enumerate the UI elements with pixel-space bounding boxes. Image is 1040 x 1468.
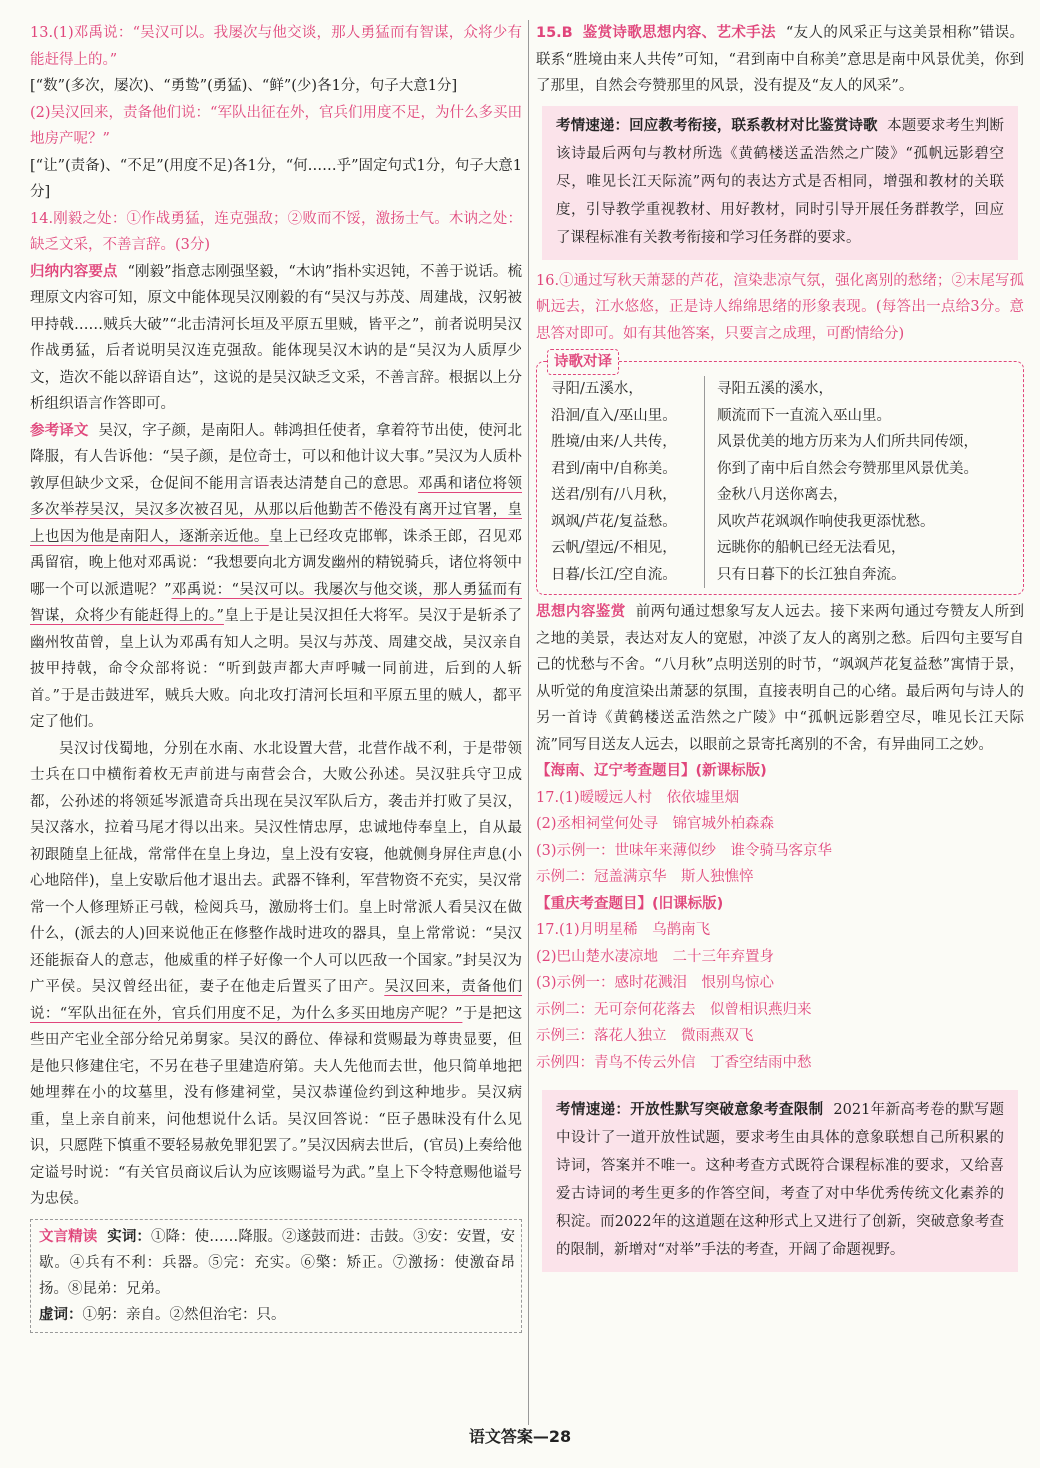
underlined-sentence: 吴汉回来，责备他们说：“军队出征在外，官兵们用度不足，为什么多买田地房产呢？” — [30, 979, 523, 1022]
translation-text: 吴汉讨伐蜀地，分别在水南、水北设置大营，北营作战不利，于是带领士兵在口中横衔着枚无声前进与南营会合，大败公孙述。吴汉驻兵守卫成都，公孙述的将领延岑派遣奇兵出现在吴汉军队后方，袭击并打败了吴汉，吴汉落水，拉着马尾才得以出来。吴汉性情忠厚，忠诚地侍奉皇上，自从最初跟随皇上征战，常常伴在皇上身边，皇上没有安寝，他就侧身屏住声息(小心地陪伴)，皇上安歇后他才退出去。武器不锋利，军营物资不充实，吴汉常常一个人修理矫正弓戟，检阅兵马，激励将士们。皇上时常派人看吴汉在做什么，(派去的人)回来说他正在修整作战时进攻的器具，皇上常常说：“吴汉还能振奋人的意志，他威重的样子好像一个人可以匹敌一个国家。”封吴汉为广平侯。吴汉曾经出征，妻子在他走后置买了田产。 — [30, 740, 522, 995]
poem-original: 胜境/由来/人共传， — [537, 429, 705, 456]
poem-translation: 你到了南中后自然会夸赞那里风景优美。 — [717, 460, 978, 477]
thought-tag: 思想内容鉴赏 — [536, 604, 626, 620]
dictation-line: (2)丞相祠堂何处寻 锦官城外柏森森 — [536, 816, 775, 832]
dictation-line: 17.(1)暧暧远人村 依依墟里烟 — [536, 789, 740, 806]
poem-row — [537, 403, 1023, 430]
box2-title: 考情速递：开放性默写突破意象考查限制 — [556, 1102, 824, 1118]
thought-text: 前两句通过想象写友人远去。接下来两句通过夸赞友人所到之地的美景，表达对友人的宽慰，冲淡了友人的离别之愁。后四句主要写自己的忧愁与不舍。“八月秋”点明送别的时节，“飒飒芦花复益愁”寓情于景，从听觉的角度渲染出萧瑟的氛围，直接表明自己的心绪。最后两句与诗人的另一首诗《黄鹤楼送孟浩然之广陵》中“孤帆远影碧空尽，唯见长江天际流”同写目送友人远去，以眼前之景寄托离别的不舍，有异曲同工之妙。 — [536, 604, 1025, 753]
q15-tag: 鉴赏诗歌思想内容、艺术手法 — [582, 25, 776, 41]
q15-block — [536, 20, 1024, 100]
poem-translation: 远眺你的船帆已经无法看见， — [717, 540, 906, 556]
poem-original: 君到/南中/自称美。 — [537, 456, 705, 483]
translation-text: 吴汉，字子颜，是南阳人。韩鸿担任使者，拿着符节出使，使河北降服，有人告诉他：“吴子颜，是位奇士，可以和他计议大事。”吴汉为人质朴敦厚但缺少文采，仓促间不能用言语表达清楚自己的意思。 — [30, 422, 522, 492]
shici-label: 实词： — [107, 1228, 151, 1245]
poem-row — [537, 562, 1023, 589]
box2-text: 2021年新高考卷的默写题中设计了一道开放性试题，要求考生由具体的意象联想自己所积累的诗词，答案并不唯一。这种考查方式既符合课程标准的要求，又给喜爱古诗词的考生更多的作答空间，考查了对中华优秀传统文化素养的积淀。而2022年的这道题在这种形式上又进行了创新，突破意象考查的限制，新增对“对举”手法的考查，开阔了命题视野。 — [556, 1102, 1005, 1258]
dictation-line: 示例三：落花人独立 微雨燕双飞 — [536, 1028, 754, 1044]
translation-para-1 — [30, 418, 522, 736]
poem-label: 诗歌对译 — [547, 349, 619, 375]
summary-text: “刚毅”指意志刚强坚毅，“木讷”指朴实迟钝，不善于说话。梳理原文内容可知，原文中能体现吴汉刚毅的有“吴汉与苏茂、周建战，汉躬被甲持戟……贼兵大破”“北击清河长垣及平原五里贼，皆平之”，前者说明吴汉作战勇猛，后者说明吴汉连克强敌。能体现吴汉木讷的是“吴汉为人质厚少文，造次不能以辞语自达”，这说的是吴汉缺乏文采，不善言辞。根据以上分析组织语言作答即可。 — [30, 263, 523, 412]
poem-translation: 金秋八月送你离去， — [717, 487, 848, 503]
poem-translation: 风吹芦花飒飒作响使我更添忧愁。 — [717, 513, 935, 530]
summary-block — [30, 259, 522, 418]
dictation-line: 示例二：无可奈何花落去 似曾相识燕归来 — [536, 1001, 812, 1018]
dictation-line: (3)示例一：世味年来薄似纱 谁令骑马客京华 — [536, 842, 833, 859]
q13-1-answer: 13.(1)邓禹说：“吴汉可以。我屡次与他交谈，那人勇猛而有智谋，众将少有能赶得上的。” — [30, 25, 522, 68]
poem-original: 云帆/望远/不相见， — [537, 535, 705, 562]
q13-2-answer: (2)吴汉回来，责备他们说：“军队出征在外，官兵们用度不足，为什么多买田地房产呢？” — [30, 104, 522, 147]
q13-2-scoring: [“让”(责备)、“不足”(用度不足)各1分，“何……乎”固定句式1分，句子大意1分] — [30, 157, 522, 200]
translation-text: 皇上于是让吴汉担任大将军。吴汉于是斩杀了幽州牧苗曾，皇上认为邓禹有知人之明。吴汉与苏茂、周建交战，吴汉亲自披甲持戟，命令众部将说：“听到鼓声都大声呼喊一同前进，后到的人斩首。”于是击鼓进军，贼兵大败。向北攻打清河长垣和平原五里的贼人，都平定了他们。 — [30, 608, 522, 730]
poem-translation-box — [536, 354, 1024, 595]
section-chongqing: 【重庆考查题目】(旧课标版) — [536, 895, 724, 912]
shici-text: ①降：使……降服。②遂鼓而进：击鼓。③安：安置，安歇。④兵有不利：兵器。⑤完：充实。⑥檠：矫正。⑦激扬：使激奋昂扬。⑧昆弟：兄弟。 — [39, 1228, 516, 1297]
dictation-line: 17.(1)月明星稀 乌鹊南飞 — [536, 922, 711, 938]
column-divider — [528, 20, 529, 1425]
shici-line — [39, 1224, 515, 1302]
thought-block — [536, 599, 1024, 758]
poem-original: 沿洄/直入/巫山里。 — [537, 403, 705, 430]
box1-text: 本题要求考生判断该诗最后两句与教材所选《黄鹤楼送孟浩然之广陵》“孤帆远影碧空尽，唯见长江天际流”两句的表达方式是否相同，增强和教材的关联度，引导教学重视教材、用好教材，同时引导开展任务群教学，回应了课程标准有关教考衔接和学习任务群的要求。 — [556, 117, 1005, 246]
dictation-line: (2)巴山楚水凄凉地 二十三年弃置身 — [536, 948, 775, 965]
poem-original: 飒飒/芦花/复益愁。 — [537, 509, 705, 536]
wenyan-tag: 文言精读 — [39, 1228, 98, 1245]
translation-text: 于是把这些田产宅业全部分给兄弟舅家。吴汉的爵位、俸禄和赏赐最为尊贵显要，但是他只修建住宅，不另在巷子里建造府第。夫人先他而去世，他只简单地把她埋葬在小的坟墓里，没有修建祠堂，吴汉恭谨俭约到这种地步。吴汉病重，皇上亲自前来，问他想说什么话。吴汉回答说：“臣子愚昧没有什么见识，只愿陛下慎重不要轻易赦免罪犯罢了。”吴汉因病去世后，(官员)上奏给他定谥号时说：“有关官员商议后认为应该赐谥号为武。”皇上下令特意赐他谥号为忠侯。 — [30, 1005, 523, 1207]
xuci-label: 虚词： — [39, 1306, 83, 1323]
poem-translation: 只有日暮下的长江独自奔流。 — [717, 566, 906, 583]
poem-row — [537, 509, 1023, 536]
q15-number: 15.B — [536, 25, 573, 41]
left-column — [30, 20, 522, 1333]
poem-original: 日暮/长江/空自流。 — [537, 562, 705, 589]
poem-original: 寻阳/五溪水， — [537, 376, 705, 403]
poem-row — [537, 535, 1023, 562]
translation-para-2 — [30, 736, 522, 1213]
xuci-text: ①躬：亲自。②然但治宅：只。 — [82, 1306, 286, 1323]
poem-row — [537, 456, 1023, 483]
poem-row — [537, 376, 1023, 403]
q13-1-scoring: [“数”(多次，屡次)、“勇鸷”(勇猛)、“鲜”(少)各1分，句子大意1分] — [30, 78, 458, 94]
poem-row — [537, 429, 1023, 456]
poem-original: 送君/别有/八月秋， — [537, 482, 705, 509]
section-hainan-liaoning: 【海南、辽宁考查题目】(新课标版) — [536, 763, 767, 779]
poem-translation: 风景优美的地方历来为人们所共同传颂， — [717, 434, 978, 450]
box1-title: 考情速递：回应教考衔接，联系教材对比鉴赏诗歌 — [556, 117, 878, 134]
dictation-line: (3)示例一：感时花溅泪 恨别鸟惊心 — [536, 975, 775, 991]
wenyan-box — [30, 1219, 522, 1333]
dictation-line: 示例四：青鸟不传云外信 丁香空结雨中愁 — [536, 1054, 812, 1071]
underlined-sentence: 邓禹和诸位将领多次举荐吴汉，吴汉多次被召见，从那以后他勤苦不倦没有离开过官署，皇上也因为他是南阳人，逐渐亲近他。 — [30, 475, 522, 545]
poem-translation: 寻阳五溪的溪水， — [717, 381, 833, 397]
poem-translation: 顺流而下一直流入巫山里。 — [717, 407, 891, 424]
exam-trend-box-1 — [542, 106, 1018, 260]
page-footer: 语文答案—28 — [468, 1427, 572, 1446]
exam-trend-box-2 — [542, 1090, 1018, 1272]
translation-tag: 参考译文 — [30, 422, 89, 439]
xuci-line — [39, 1302, 515, 1328]
q16-answer: 16.①通过写秋天萧瑟的芦花，渲染悲凉气氛，强化离别的愁绪；②末尾写孤帆远去，江水悠悠，正是诗人绵绵思绪的形象表现。(每答出一点给3分。意思答对即可。如有其他答案，只要言之成理，可酌情给分) — [536, 272, 1024, 342]
translation-text: 皇上已经攻克邯郸，诛杀王郎，召见邓禹留宿，晚上他对邓禹说：“我想要向北方调发幽州的精锐骑兵，诸位将领中哪一个可以派遣呢？” — [30, 528, 522, 598]
q15-text: “友人的风采正与这美景相称”错误。联系“胜境由来人共传”可知，“君到南中自称美”意思是南中风景优美，你到了那里，自然会夸赞那里的风景，没有提及“友人的风采”。 — [536, 25, 1025, 94]
q14-answer: 14.刚毅之处：①作战勇猛，连克强敌；②败而不馁，激扬士气。木讷之处：缺乏文采，不善言辞。(3分) — [30, 210, 522, 253]
right-column — [536, 20, 1024, 1278]
poem-row — [537, 482, 1023, 509]
dictation-line: 示例二：冠盖满京华 斯人独憔悴 — [536, 869, 754, 885]
underlined-sentence: 邓禹说：“吴汉可以。我屡次与他交谈，那人勇猛而有智谋，众将少有能赶得上的。” — [30, 581, 522, 624]
summary-tag: 归纳内容要点 — [30, 263, 118, 280]
